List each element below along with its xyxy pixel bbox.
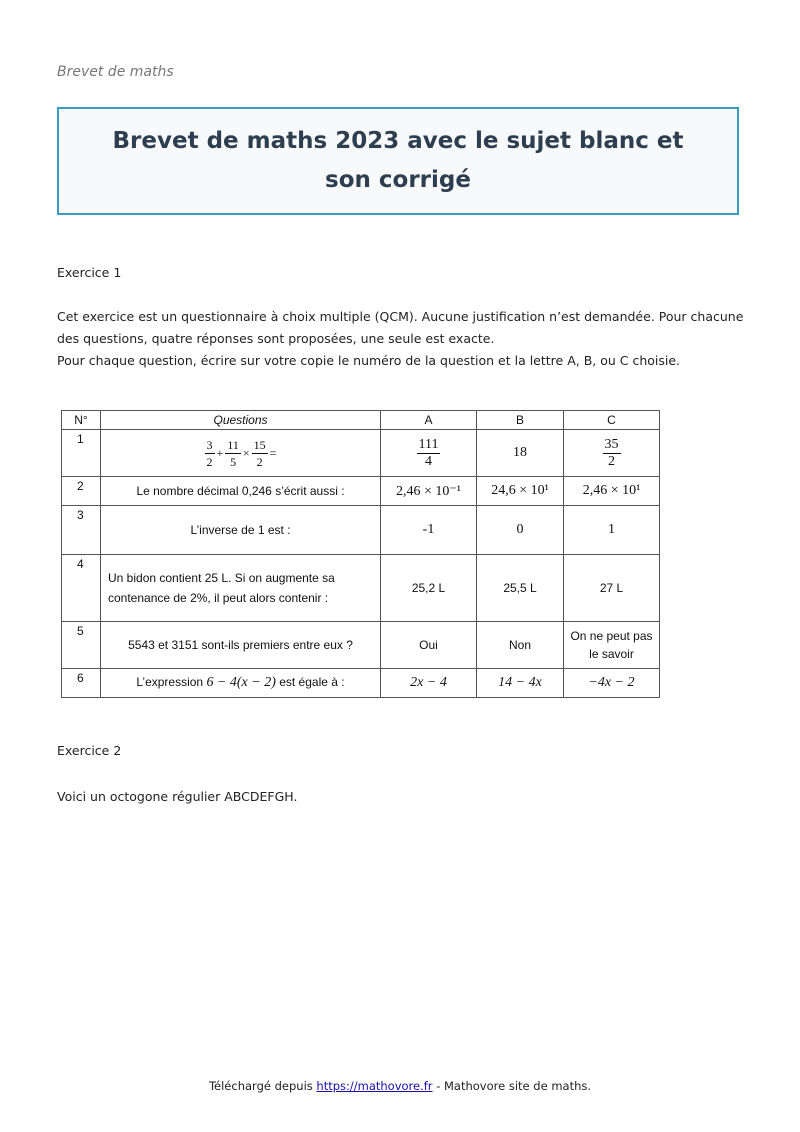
footer-suffix: - Mathovore site de maths.	[432, 1079, 592, 1093]
answer-a: 25,2 L	[381, 555, 477, 622]
fraction: $\frac{15}{2}$	[253, 437, 266, 469]
row-num: 3	[62, 506, 101, 555]
row-num: 2	[62, 477, 101, 506]
exercise1-intro-line2: Pour chaque question, écrire sur votre copie le numéro de la question et la lettre A, B, ou C choisie.	[57, 353, 681, 368]
answer-b: 14 − 4x	[477, 669, 564, 698]
exercise1-heading: Exercice 1	[57, 265, 122, 280]
answer-a: 2x − 4	[381, 669, 477, 698]
header-num: N°	[62, 411, 101, 430]
answer-c: On ne peut pas le savoir	[564, 622, 660, 669]
table-row	[62, 622, 660, 669]
page-title: Brevet de maths 2023 avec le sujet blanc et son corrigé	[112, 128, 684, 193]
question-cell: L’inverse de 1 est :	[101, 506, 381, 555]
answer-c: 2,46 × 10¹	[564, 477, 660, 506]
question-cell: Un bidon contient 25 L. Si on augmente sa contenance de 2%, il peut alors contenir :	[101, 555, 381, 622]
answer-a: Oui	[381, 622, 477, 669]
answer-b: 0	[477, 506, 564, 555]
footer-prefix: Téléchargé depuis	[208, 1079, 317, 1093]
header-c: C	[564, 411, 660, 430]
fraction: $\frac{3}{2}$	[206, 437, 213, 469]
question-cell: 5543 et 3151 sont-ils premiers entre eux ?	[101, 622, 381, 669]
question-cell: $\frac{3}{2}$ + $\frac{11}{5}$ × $\frac{15}{2}$ =	[101, 430, 381, 477]
table-row	[62, 506, 660, 555]
row-num: 4	[62, 555, 101, 622]
table-row	[62, 477, 660, 506]
answer-c: −4x − 2	[564, 669, 660, 698]
row-num: 1	[62, 430, 101, 477]
question-cell: Le nombre décimal 0,246 s’écrit aussi :	[101, 477, 381, 506]
answer-c: 27 L	[564, 555, 660, 622]
exercise1-intro-line1: Cet exercice est un questionnaire à choix multiple (QCM). Aucune justification n’est demandée. Pour chacune des questions, quatre réponses sont proposées, une seule est exacte.	[57, 309, 744, 346]
footer-link[interactable]: https://mathovore.fr	[316, 1079, 433, 1093]
title-box	[57, 107, 739, 215]
answer-b: 25,5 L	[477, 555, 564, 622]
answer-a: 2,46 × 10⁻¹	[381, 477, 477, 506]
row-num: 6	[62, 669, 101, 698]
header-questions: Questions	[101, 411, 381, 430]
fraction: $\frac{11}{5}$	[227, 437, 239, 469]
running-header: Brevet de maths	[57, 64, 174, 80]
answer-b: 18	[477, 430, 564, 477]
header-b: B	[477, 411, 564, 430]
question-cell: L’expression 6 − 4(x − 2) est égale à :	[101, 669, 381, 698]
row-num: 5	[62, 622, 101, 669]
answer-a: $\frac{111}{4}$	[381, 430, 477, 477]
table-header-row	[62, 411, 660, 430]
table-row	[62, 430, 660, 477]
table-row	[62, 669, 660, 698]
header-a: A	[381, 411, 477, 430]
table-row	[62, 555, 660, 622]
answer-c: 1	[564, 506, 660, 555]
answer-c: $\frac{35}{2}$	[564, 430, 660, 477]
answer-a: -1	[381, 506, 477, 555]
exercise2-text: Voici un octogone régulier ABCDEFGH.	[57, 789, 298, 804]
answer-b: 24,6 × 10¹	[477, 477, 564, 506]
answer-b: Non	[477, 622, 564, 669]
exercise1-intro	[57, 306, 747, 372]
footer	[0, 1079, 800, 1093]
qcm-table	[61, 410, 660, 698]
exercise2-heading: Exercice 2	[57, 743, 122, 758]
